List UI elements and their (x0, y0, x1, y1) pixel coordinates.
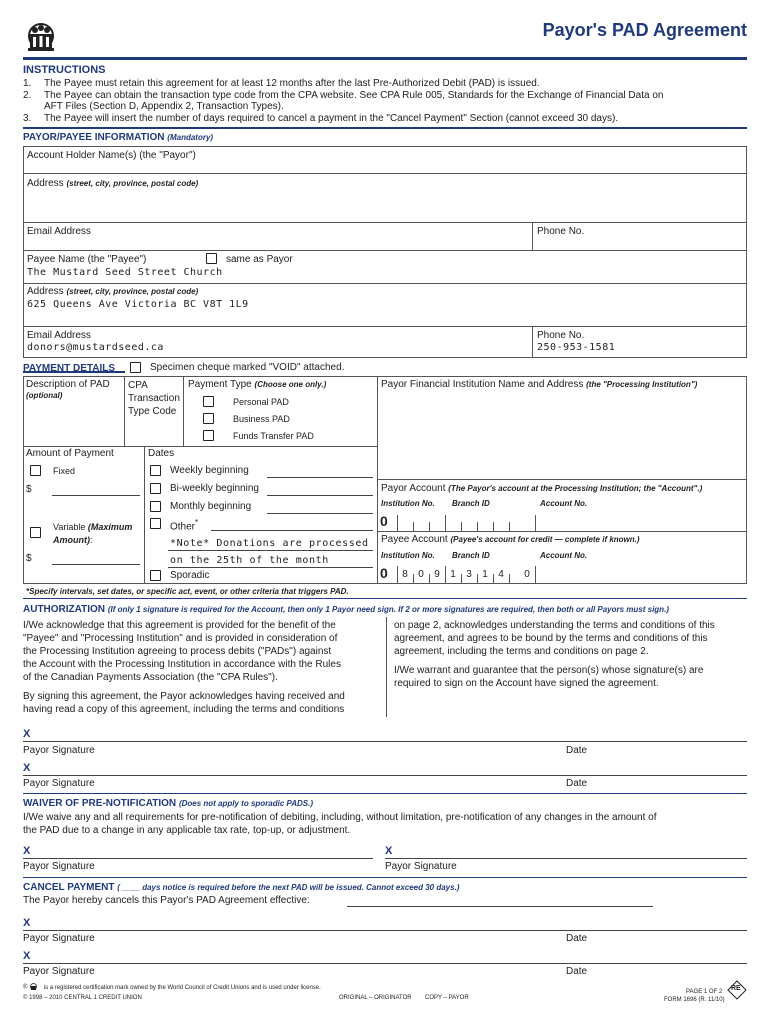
payor-address-label: Address (27, 178, 64, 189)
auth-text-line: I/We acknowledge that this agreement is provided for the benefit of the (23, 620, 336, 631)
payee-digit: 0 (418, 569, 424, 580)
payee-account-label-wrap (381, 534, 640, 545)
pad-description-optional: (optional) (26, 391, 63, 400)
footer-trademark (23, 983, 321, 991)
fixed-label: Fixed (53, 466, 76, 476)
biweekly-checkbox[interactable] (150, 483, 161, 494)
payee-name-label: Payee Name (the "Payee") (27, 254, 147, 265)
payee-phone-value[interactable]: 250-953-1581 (537, 342, 616, 353)
signature-x-mark: X (23, 917, 31, 929)
fixed-checkbox[interactable] (30, 465, 41, 476)
payee-address-label: Address (27, 286, 64, 297)
account-no-label: Account No. (540, 551, 588, 560)
payor-address-note: (street, city, province, postal code) (66, 179, 199, 188)
funds-transfer-pad-label: Funds Transfer PAD (233, 431, 314, 441)
date-label: Date (566, 966, 588, 977)
payee-address-note: (street, city, province, postal code) (66, 287, 199, 296)
page-title: Payor's PAD Agreement (542, 20, 747, 40)
authorization-heading (23, 604, 669, 615)
variable-colon: : (90, 535, 93, 545)
other-label (170, 518, 198, 532)
payor-signature-line-2[interactable] (23, 775, 747, 776)
fi-label: Payor Financial Institution Name and Address (381, 379, 584, 390)
variable-checkbox[interactable] (30, 527, 41, 538)
cpa-code-label (128, 379, 180, 418)
auth-text-line: agreement, including the terms and conditions on page 2. (394, 646, 649, 657)
instruction-item: The Payee can obtain the transaction type code from the CPA website. See CPA Rule 005, Standards for the Exchange of Financial Data on (44, 89, 664, 101)
monthly-checkbox[interactable] (150, 501, 161, 512)
instruction-item: The Payee must retain this agreement for at least 12 months after the last Pre-Authorized Debit (PAD) is issued. (44, 78, 540, 89)
cpa-label-line: CPA (128, 380, 148, 391)
auth-text-line: I/We warrant and guarantee that the person(s) whose signature(s) are (394, 665, 704, 676)
fixed-amount-input[interactable] (52, 495, 140, 496)
other-date-input[interactable] (211, 530, 373, 531)
weekly-checkbox[interactable] (150, 465, 161, 476)
payee-account-label: Payee Account (381, 534, 448, 545)
funds-transfer-pad-checkbox[interactable] (203, 430, 214, 441)
other-note-line-2[interactable]: on the 25th of the month (170, 555, 329, 566)
title-rule (23, 57, 747, 60)
payee-address-label-wrap (27, 286, 198, 297)
auth-text-line: By signing this agreement, the Payor acknowledges having received and (23, 691, 345, 702)
waiver-text-line: I/We waive any and all requirements for pre-notification of debiting, including, without limitation, pre-notification of any changes in the amount of (23, 812, 657, 823)
instructions-heading: INSTRUCTIONS (23, 64, 106, 76)
variable-amount-input[interactable] (52, 564, 140, 565)
note-underline (168, 567, 373, 568)
other-text: Other (170, 521, 196, 533)
institution-no-label: Institution No. (381, 499, 435, 508)
cpa-label-line: Transaction (128, 393, 180, 404)
payee-digit: 9 (434, 569, 440, 580)
payor-signature-label: Payor Signature (23, 933, 95, 944)
signature-x-mark: X (385, 845, 393, 857)
financial-institution-label (381, 379, 697, 390)
account-no-label: Account No. (540, 499, 588, 508)
payee-phone-label: Phone No. (537, 330, 585, 341)
cancel-signature-line-1[interactable] (23, 930, 747, 931)
payor-email-field[interactable]: Email Address (27, 226, 91, 237)
variable-note: Amount) (53, 535, 90, 545)
business-pad-label: Business PAD (233, 414, 290, 424)
payee-address-value[interactable]: 625 Queens Ave Victoria BC V8T 1L9 (27, 299, 249, 310)
signature-x-mark: X (23, 762, 31, 774)
cancel-signature-line-2[interactable] (23, 963, 747, 964)
payee-digit: 1 (450, 569, 456, 580)
account-holder-field[interactable]: Account Holder Name(s) (the "Payor") (27, 150, 196, 161)
authorization-right-text (394, 619, 715, 690)
same-as-payor-checkbox[interactable] (206, 253, 217, 264)
footer-logo-icon (29, 983, 38, 991)
specify-note: *Specify intervals, set dates, or specific act, event, or other criteria that triggers PAD. (26, 587, 349, 596)
payor-account-label: Payor Account (381, 483, 446, 494)
payment-type-note: (Choose one only.) (254, 380, 327, 389)
cancel-heading-text: CANCEL PAYMENT (23, 882, 115, 893)
cancel-effective (23, 895, 310, 906)
monthly-date-input[interactable] (267, 513, 373, 514)
payee-account-note: (Payee's account for credit — complete if known.) (450, 535, 640, 544)
cancel-text: The Payor hereby cancels this Payor's PAD Agreement effective: (23, 895, 310, 906)
auth-text-line: on page 2, acknowledges understanding the terms and conditions of this (394, 620, 715, 631)
payor-signature-label: Payor Signature (23, 778, 95, 789)
trademark-text: is a registered certification mark owned by the World Council of Credit Unions and is used under license. (43, 984, 321, 991)
payee-email-label: Email Address (27, 330, 91, 341)
waiver-text (23, 811, 657, 837)
footer-badge-text: RE (731, 985, 741, 992)
payee-email-value[interactable]: donors@mustardseed.ca (27, 342, 164, 353)
section-rule (23, 877, 747, 878)
footer-original: ORIGINAL – ORIGINATOR (339, 995, 412, 1001)
payor-account-label-wrap (381, 483, 702, 494)
payee-digit: 0 (524, 569, 530, 580)
payor-signature-label: Payor Signature (23, 966, 95, 977)
auth-text-line: agreement, and agrees to be bound by the terms and conditions of this (394, 633, 708, 644)
sporadic-label: Sporadic (170, 570, 210, 581)
footer-page: PAGE 1 OF 2 (686, 989, 723, 995)
auth-text-line: the Processing Institution agreeing to process debits ("PADs") against (23, 646, 332, 657)
weekly-label: Weekly beginning (170, 465, 249, 476)
section-rule (23, 793, 747, 794)
same-as-payor-label: same as Payor (226, 254, 293, 265)
specimen-cheque-checkbox[interactable] (130, 362, 141, 373)
payee-digit: 4 (498, 569, 504, 580)
cancel-heading-note: ( ____ days notice is required before the next PAD will be issued. Cannot exceed 30 days.) (117, 883, 460, 892)
payee-institution-digit[interactable]: 0 (380, 565, 388, 581)
other-checkbox[interactable] (150, 518, 161, 529)
signature-x-mark: X (23, 845, 31, 857)
payor-account-digits[interactable] (380, 513, 746, 531)
cancel-effective-date-input[interactable] (347, 906, 653, 907)
footer-form-number: FORM 1696 (R. 11/10) (664, 997, 725, 1003)
waiver-heading (23, 798, 313, 809)
payor-address-field[interactable] (27, 178, 198, 189)
payor-phone-field[interactable]: Phone No. (537, 226, 585, 237)
biweekly-label: Bi-weekly beginning (170, 483, 259, 494)
monthly-label: Monthly beginning (170, 501, 252, 512)
auth-text-line: required to sign on the Account have signed the agreement. (394, 678, 659, 689)
payment-type-label-wrap (188, 379, 326, 390)
biweekly-date-input[interactable] (267, 495, 373, 496)
specimen-cheque-label: Specimen cheque marked "VOID" attached. (150, 362, 345, 373)
date-label: Date (566, 778, 588, 789)
auth-text-line: "Payee" and "Processing Institution" and is provided in consideration of (23, 633, 338, 644)
variable-dollar-sign: $ (26, 553, 32, 564)
cancel-heading (23, 882, 459, 893)
waiver-heading-text: WAIVER OF PRE-NOTIFICATION (23, 798, 177, 809)
waiver-signature-line-1[interactable] (23, 858, 373, 859)
payor-info-heading (23, 132, 213, 143)
payor-institution-digit: 0 (380, 513, 388, 529)
instruction-number: 1. (23, 78, 32, 89)
footer-copy: COPY – PAYOR (425, 995, 469, 1001)
variable-text: Variable (53, 522, 86, 532)
payee-name-value[interactable]: The Mustard Seed Street Church (27, 267, 223, 278)
cpa-label-line: Type Code (128, 406, 177, 417)
auth-text-line: the Account with the Processing Institution in accordance with the Rules (23, 659, 341, 670)
instruction-number: 3. (23, 112, 32, 124)
personal-pad-label: Personal PAD (233, 397, 289, 407)
pad-description-label: Description of PAD (26, 379, 110, 390)
payor-account-note: (The Payor's account at the Processing Institution; the "Account".) (448, 484, 703, 493)
signature-x-mark: X (23, 950, 31, 962)
payor-info-heading-note: (Mandatory) (167, 133, 214, 142)
payor-signature-line-1[interactable] (23, 741, 747, 742)
weekly-date-input[interactable] (267, 477, 373, 478)
date-label: Date (566, 745, 588, 756)
payment-details-heading: PAYMENT DETAILS (23, 363, 116, 374)
payor-signature-label: Payor Signature (23, 861, 95, 872)
section-rule (23, 127, 747, 129)
personal-pad-checkbox[interactable] (203, 396, 214, 407)
dates-label: Dates (148, 448, 175, 459)
footer-badge-icon (727, 980, 747, 1000)
sporadic-checkbox[interactable] (150, 570, 161, 581)
payee-digit: 8 (402, 569, 408, 580)
payor-signature-label: Payor Signature (23, 745, 95, 756)
date-label: Date (566, 933, 588, 944)
instruction-number: 2. (23, 89, 32, 101)
institution-no-label: Institution No. (381, 551, 435, 560)
auth-text-line: having read a copy of this agreement, including the terms and conditions (23, 704, 345, 715)
business-pad-checkbox[interactable] (203, 413, 214, 424)
fi-note: (the "Processing Institution") (586, 380, 698, 389)
fixed-dollar-sign: $ (26, 484, 32, 495)
section-rule (23, 598, 747, 599)
branch-id-label: Branch ID (452, 551, 490, 560)
payor-info-heading-text: PAYOR/PAYEE INFORMATION (23, 132, 165, 143)
instruction-item: The Payee will insert the number of days required to cancel a payment in the "Cancel Payment" Section (cannot exceed 30 days). (44, 112, 619, 124)
other-note-line-1[interactable]: *Note* Donations are processed (170, 538, 369, 549)
instruction-item: AFT Files (Section D, Appendix 2, Transaction Types). (44, 101, 284, 112)
payee-digit: 1 (482, 569, 488, 580)
other-star: * (195, 518, 199, 527)
authorization-left-text (23, 619, 345, 716)
registered-mark: ® (23, 984, 28, 991)
credit-union-logo (24, 22, 58, 54)
waiver-heading-note: (Does not apply to sporadic PADS.) (178, 799, 314, 808)
footer-copyright: © 1998 – 2010 CENTRAL 1 CREDIT UNION (23, 995, 142, 1001)
payee-digit: 3 (466, 569, 472, 580)
variable-note: (Maximum (87, 522, 133, 532)
signature-x-mark: X (23, 728, 31, 740)
authorization-heading-text: AUTHORIZATION (23, 604, 106, 615)
waiver-text-line: the PAD due to a change in any applicable tax rate, top-up, or adjustment. (23, 825, 351, 836)
variable-label (53, 521, 132, 547)
authorization-heading-note: (If only 1 signature is required for the Account, then only 1 Payor need sign. If 2 or more signatures are required, then both or all Payors must sign.) (107, 605, 669, 614)
payor-signature-label: Payor Signature (385, 861, 457, 872)
amount-of-payment-label: Amount of Payment (26, 448, 114, 459)
branch-id-label: Branch ID (452, 499, 490, 508)
auth-text-line: of the Canadian Payments Association (the "CPA Rules"). (23, 672, 278, 683)
waiver-signature-line-2[interactable] (385, 858, 747, 859)
note-underline (168, 550, 373, 551)
payment-type-label: Payment Type (188, 379, 252, 390)
